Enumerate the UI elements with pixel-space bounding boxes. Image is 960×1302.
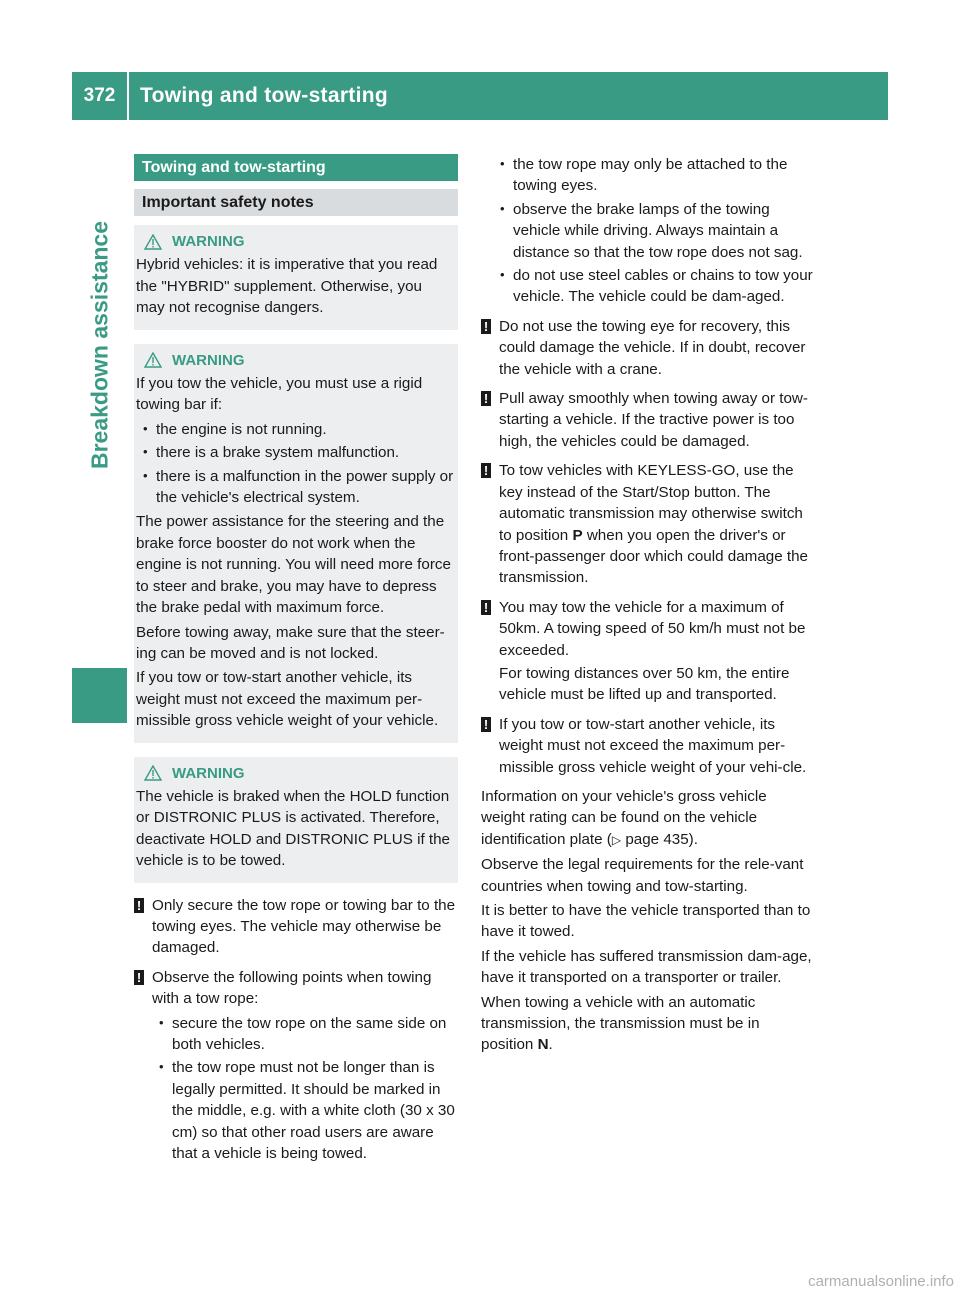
note-text: You may tow the vehicle for a maximum of 50km. A towing speed of 50 km/h must not be exceeded. [499, 598, 806, 659]
note-tow-rope [134, 895, 458, 959]
exclamation-icon: ! [134, 970, 144, 985]
warning-heading [144, 231, 454, 252]
footer-watermark[interactable]: carmanualsonline.info [808, 1273, 954, 1290]
note-text: To tow vehicles with KEYLESS-GO, use the key instead of the Start/Stop button. The automatic transmission may otherwise switch to position [499, 462, 803, 544]
section-title: Towing and tow-starting [134, 154, 458, 181]
warning-text: The vehicle is braked when the HOLD function or DISTRONIC PLUS is activated. Therefore, deactivate HOLD and DISTRONIC PLUS if the vehicle is to be towed. [136, 787, 450, 870]
note-text: Pull away smoothly when towing away or tow-starting a vehicle. If the tractive power is too high, the vehicles could be damaged. [499, 390, 808, 450]
subsection-title: Important safety notes [134, 189, 458, 216]
note-text: when you open the driver's or front-passenger door which could damage the transmission. [499, 526, 809, 587]
warning-box-hold [134, 757, 458, 883]
exclamation-icon: ! [134, 898, 144, 913]
running-title: Towing and tow-starting [140, 84, 388, 107]
note-text: Do not use the towing eye for recovery, this could damage the vehicle. If in doubt, recover the vehicle with a crane. [499, 317, 806, 378]
note-text: If you tow or tow-start another vehicle, its weight must not exceed the maximum per-missible gross vehicle weight of your vehi-cle. [499, 715, 807, 776]
warning-triangle-icon [144, 234, 162, 250]
warning-text: Hybrid vehicles: it is imperative that you read the "HYBRID" supplement. Otherwise, you may not recognise dangers. [136, 256, 438, 317]
note-text: Observe the following points when towing with a tow rope: [152, 968, 432, 1008]
right-column [481, 154, 813, 1059]
note-towing-distance [481, 597, 813, 706]
header-divider [127, 72, 129, 120]
note-text: Only secure the tow rope or towing bar to the towing eyes. The vehicle may otherwise be damaged. [152, 896, 456, 957]
page-reference[interactable]: page 435). [621, 830, 698, 848]
paragraph: It is better to have the vehicle transported than to have it towed. [481, 902, 811, 941]
warning-paragraph: The power assistance for the steering and the brake force booster do not work when the engine is not running. You will need more force to steer and brake, you may have to depress the brake pedal with maximum force. [136, 513, 451, 617]
side-tab-marker [72, 668, 127, 723]
exclamation-icon: ! [481, 717, 491, 732]
note-recovery [481, 316, 813, 380]
warning-title: WARNING [172, 351, 245, 369]
list-item: • observe the brake lamps of the towing vehicle while driving. Always maintain a distance so that the tow rope does not sag. [497, 199, 813, 263]
warning-intro: If you tow the vehicle, you must use a rigid towing bar if: [136, 375, 423, 414]
paragraph [481, 786, 813, 851]
list-item: • the tow rope must not be longer than is legally permitted. It should be marked in the middle, e.g. with a white cloth (30 x 30 cm) so that other road users are aware that a vehicle is being towed. [156, 1057, 458, 1164]
warning-paragraph: Before towing away, make sure that the steer-ing can be moved and is not locked. [136, 623, 445, 662]
paragraph-text: When towing a vehicle with an automatic transmission, the transmission must be in position [481, 993, 760, 1054]
warning-title: WARNING [172, 233, 245, 250]
side-tab-label: Breakdown assistance [86, 220, 113, 470]
gear-position: P [572, 526, 583, 544]
list-item: • secure the tow rope on the same side on both vehicles. [156, 1013, 458, 1056]
exclamation-icon: ! [481, 463, 491, 478]
continued-bullet-list [493, 154, 813, 308]
warning-heading [144, 763, 454, 784]
body-text [481, 786, 813, 1056]
paragraph-text: Information on your vehicle's gross vehicle weight rating can be found on the vehicle identification plate ( [481, 787, 767, 848]
list-item: • there is a malfunction in the power supply or the vehicle's electrical system. [140, 466, 454, 509]
note-gross-weight [481, 714, 813, 778]
exclamation-icon: ! [481, 319, 491, 334]
warning-box-towing-bar [134, 344, 458, 743]
note-keyless-go [481, 460, 813, 588]
exclamation-icon: ! [481, 600, 491, 615]
list-item: • there is a brake system malfunction. [140, 442, 454, 463]
page-ref-icon: ▷ [611, 832, 622, 847]
note-bullet-list [152, 1013, 458, 1165]
warning-box-hybrid [134, 225, 458, 330]
list-item: • the engine is not running. [140, 419, 454, 440]
exclamation-icon: ! [481, 391, 491, 406]
page-number: 372 [83, 85, 116, 106]
note-continuation: For towing distances over 50 km, the entire vehicle must be lifted up and transported. [499, 664, 790, 704]
warning-title: WARNING [172, 764, 245, 782]
paragraph: Observe the legal requirements for the rele-vant countries when towing and tow-starting. [481, 856, 804, 895]
note-pull-away [481, 388, 813, 452]
warning-paragraph: If you tow or tow-start another vehicle, its weight must not exceed the maximum per-missible gross vehicle weight of your vehicle. [136, 669, 439, 730]
paragraph-text: . [548, 1036, 553, 1054]
note-tow-rope-points [134, 967, 458, 1165]
paragraph [481, 992, 813, 1056]
warning-triangle-icon [144, 765, 162, 781]
warning-triangle-icon [144, 352, 162, 368]
left-column [134, 154, 458, 1172]
list-item: • do not use steel cables or chains to tow your vehicle. The vehicle could be dam-aged. [497, 265, 813, 308]
warning-heading [144, 350, 454, 371]
list-item: • the tow rope may only be attached to the towing eyes. [497, 154, 813, 197]
gear-position: N [537, 1036, 549, 1054]
paragraph: If the vehicle has suffered transmission dam-age, have it transported on a transporter or trailer. [481, 947, 812, 987]
warning-bullet-list [136, 419, 454, 509]
